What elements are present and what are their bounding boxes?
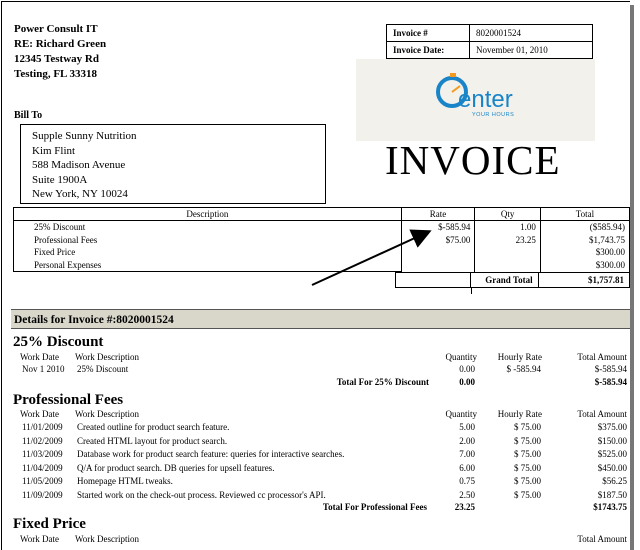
work-date: 11/03/2009 — [22, 449, 63, 460]
invoice-number: 8020001524 — [470, 25, 593, 42]
logo-text: enter — [458, 86, 513, 113]
company-street: 12345 Testway Rd — [14, 53, 99, 65]
col-work-date: Work Date — [20, 409, 60, 419]
total-amount: $375.00 — [597, 422, 627, 432]
item-qty: 1.00 — [475, 221, 540, 234]
discount-total-row — [2, 377, 630, 389]
col-work-date: Work Date — [20, 352, 60, 362]
hourly-rate: $ 75.00 — [514, 462, 541, 473]
work-description: Started work on the check-out process. Reviewed cc processor's API. — [77, 490, 326, 500]
item-description: Professional Fees — [14, 234, 402, 247]
quantity: 5.00 — [459, 422, 475, 432]
work-date: Nov 1 2010 — [22, 364, 65, 374]
hourly-rate: $ 75.00 — [514, 422, 541, 432]
item-total: $300.00 — [540, 246, 629, 259]
section-title-discount: 25% Discount — [13, 334, 104, 350]
grand-total-value: $1,757.81 — [538, 273, 629, 288]
bill-to-label: Bill To — [14, 110, 43, 121]
invoice-number-label: Invoice # — [387, 25, 470, 42]
work-description: Created outline for product search feature. — [77, 422, 230, 432]
bill-to-line: Kim Flint — [32, 144, 76, 157]
total-amount: $56.25 — [602, 476, 627, 487]
fixed-header-row — [2, 534, 630, 546]
quantity: 2.00 — [459, 435, 475, 446]
item-total: ($585.94) — [540, 221, 629, 234]
total-amount: $1743.75 — [593, 502, 627, 512]
quantity: 0.75 — [459, 476, 475, 487]
work-description: Q/A for product search. DB queries for upsell features. — [77, 462, 275, 473]
work-date: 11/04/2009 — [22, 462, 63, 473]
quantity: 2.50 — [459, 490, 475, 500]
invoice-page — [1, 1, 630, 550]
col-quantity: Quantity — [445, 409, 477, 419]
details-header: Details for Invoice #:8020001524 — [11, 309, 630, 329]
total-quantity: 23.25 — [454, 502, 475, 512]
quantity: 6.00 — [459, 462, 475, 473]
col-total-amount: Total Amount — [577, 409, 627, 419]
work-date: 11/09/2009 — [22, 490, 63, 500]
item-total: $1,743.75 — [540, 234, 629, 247]
item-description: Fixed Price — [14, 246, 402, 259]
company-name: Power Consult IT — [14, 23, 98, 35]
hourly-rate: $ -585.94 — [506, 364, 541, 374]
col-total-amount: Total Amount — [577, 534, 627, 544]
col-header-total: Total — [540, 208, 629, 221]
logo-subtext: YOUR HOURS — [472, 112, 515, 118]
item-description: Personal Expenses — [14, 259, 402, 272]
invoice-title: INVOICE — [385, 137, 561, 183]
invoice-date: November 01, 2010 — [470, 42, 593, 59]
quantity: 0.00 — [459, 364, 475, 374]
total-label: Total For Professional Fees — [322, 502, 427, 512]
item-description: 25% Discount — [14, 221, 402, 234]
hourly-rate: $ 75.00 — [514, 476, 541, 487]
col-work-description: Work Description — [75, 534, 140, 544]
fees-total-row — [2, 502, 630, 514]
table-row — [2, 476, 630, 488]
col-hourly-rate: Hourly Rate — [497, 352, 542, 362]
table-row — [2, 463, 630, 475]
table-row — [2, 436, 630, 448]
total-amount: $-585.94 — [594, 377, 627, 387]
work-date: 11/05/2009 — [22, 476, 63, 487]
hourly-rate: $ 75.00 — [514, 449, 541, 460]
total-label: Total For 25% Discount — [336, 377, 429, 387]
invoice-date-label: Invoice Date: — [387, 42, 470, 59]
col-header-description: Description — [14, 208, 402, 221]
section-title-fixed: Fixed Price — [13, 516, 86, 532]
total-amount: $150.00 — [597, 435, 627, 446]
table-row — [2, 490, 630, 502]
col-work-date: Work Date — [20, 534, 60, 544]
work-description: Homepage HTML tweaks. — [77, 476, 173, 487]
company-city: Testing, FL 33318 — [14, 68, 98, 80]
col-work-description: Work Description — [75, 409, 140, 419]
total-amount: $525.00 — [597, 449, 627, 460]
work-description: Database work for product search feature: queries for interactive searches. — [77, 449, 345, 460]
company-re: RE: Richard Green — [14, 38, 107, 50]
col-work-description: Work Description — [75, 352, 140, 362]
hourly-rate: $ 75.00 — [514, 435, 541, 446]
total-amount: $187.50 — [597, 490, 627, 500]
col-hourly-rate: Hourly Rate — [497, 409, 542, 419]
item-total: $300.00 — [540, 259, 629, 272]
item-qty: 23.25 — [475, 234, 540, 247]
total-amount: $450.00 — [597, 462, 627, 473]
annotation-arrow-icon — [2, 2, 630, 302]
hourly-rate: $ 75.00 — [514, 490, 541, 500]
total-quantity: 0.00 — [459, 377, 475, 387]
work-description: 25% Discount — [77, 364, 129, 374]
discount-header-row — [2, 352, 630, 364]
col-header-qty: Qty — [475, 208, 540, 221]
bill-to-line: Suite 1900A — [32, 173, 88, 186]
table-row — [2, 449, 630, 461]
work-date: 11/01/2009 — [22, 422, 63, 432]
total-amount: $-585.94 — [594, 364, 627, 374]
fees-header-row — [2, 409, 630, 421]
grand-total-label: Grand Total — [470, 273, 538, 288]
col-header-rate: Rate — [401, 208, 475, 221]
table-row — [2, 364, 630, 376]
work-date: 11/02/2009 — [22, 435, 63, 446]
section-title-fees: Professional Fees — [13, 392, 124, 408]
work-description: Created HTML layout for product search. — [77, 435, 228, 446]
item-rate: $-585.94 — [401, 221, 475, 234]
col-total-amount: Total Amount — [577, 352, 627, 362]
quantity: 7.00 — [459, 449, 475, 460]
item-rate: $75.00 — [401, 234, 475, 247]
table-row — [2, 422, 630, 434]
col-quantity: Quantity — [445, 352, 477, 362]
bill-to-line: 588 Madison Avenue — [32, 159, 126, 171]
bill-to-line: Supple Sunny Nutrition — [32, 130, 137, 142]
bill-to-line: New York, NY 10024 — [32, 188, 128, 200]
